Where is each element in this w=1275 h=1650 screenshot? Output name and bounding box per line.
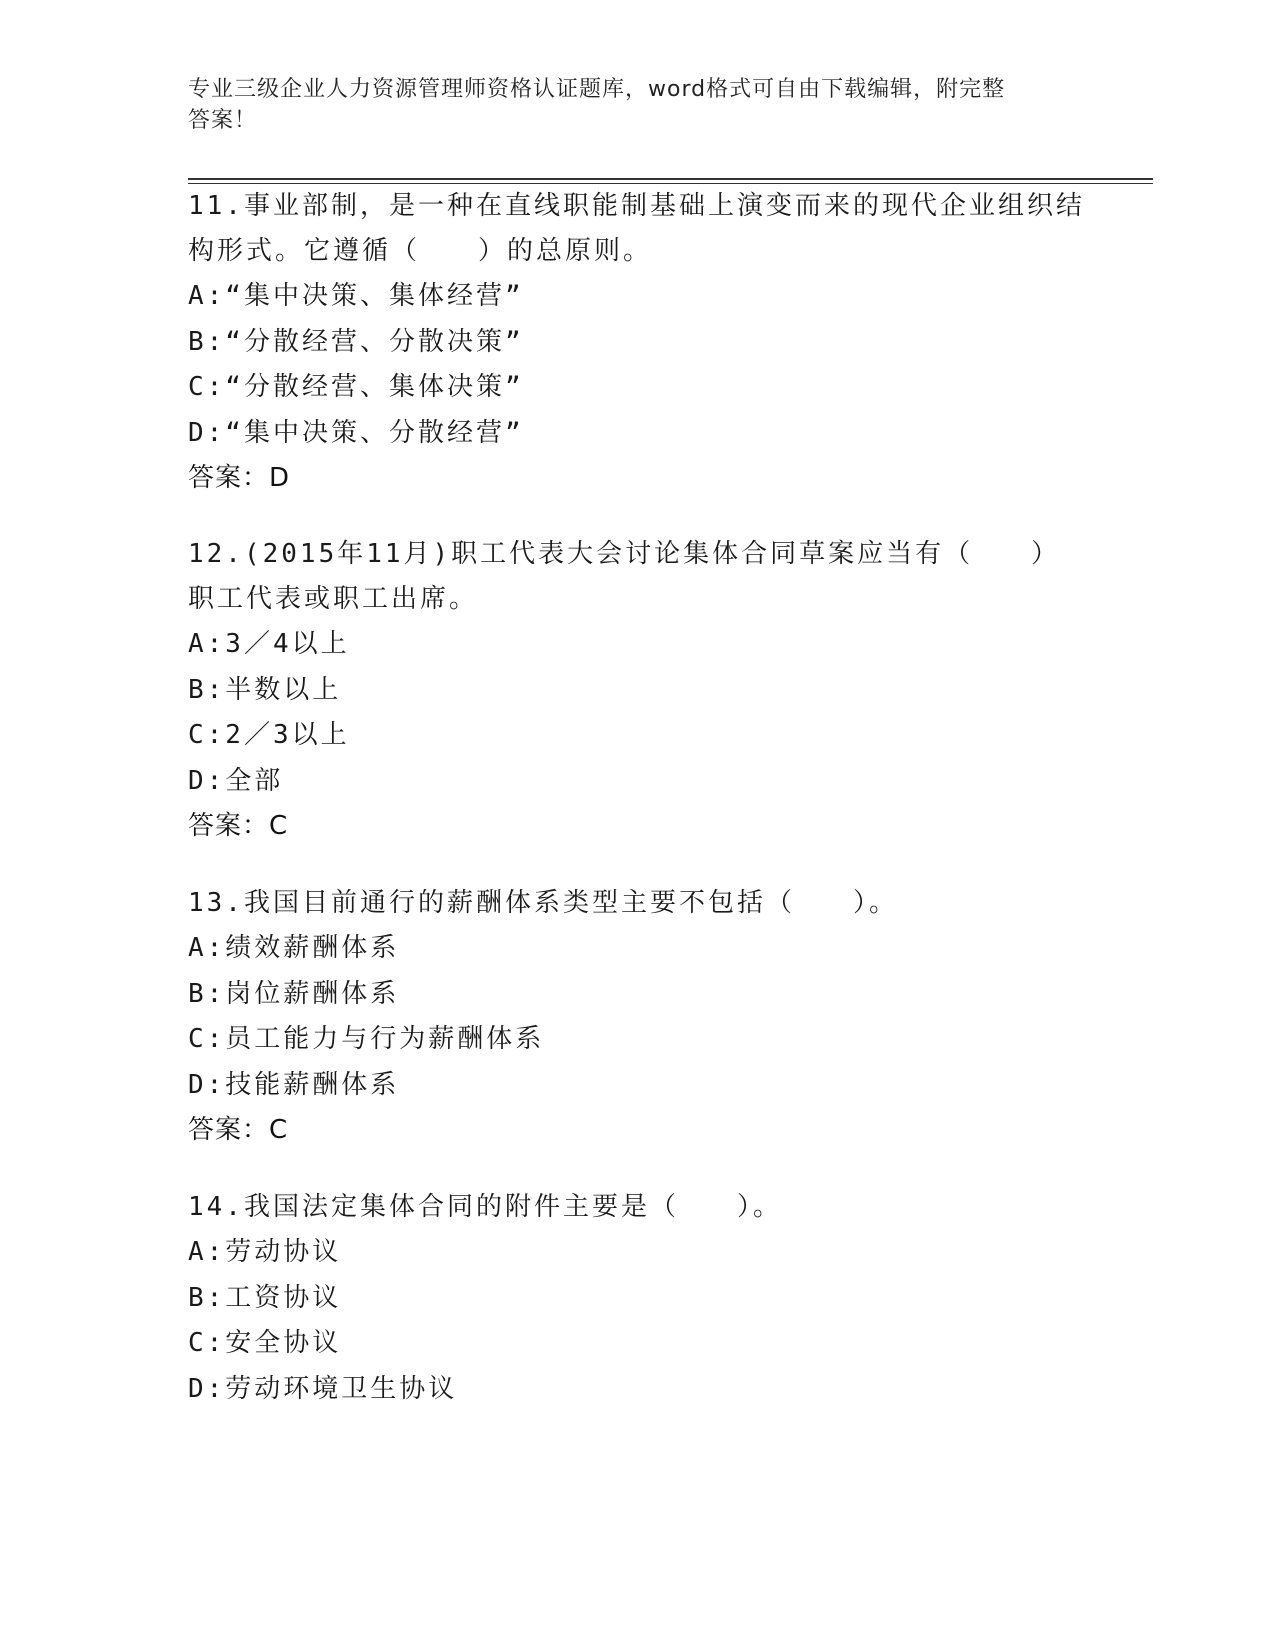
document-header [188, 74, 1088, 136]
option-d: D:全部 [188, 765, 284, 796]
question-text: 14.我国法定集体合同的附件主要是（ ）。 [188, 1192, 782, 1222]
option-d: D:劳动环境卫生协议 [188, 1373, 458, 1404]
question-13 [188, 881, 1088, 1153]
option-b: B:半数以上 [188, 674, 342, 705]
question-text: 13.我国目前通行的薪酬体系类型主要不包括（ ）。 [188, 888, 898, 918]
header-line-1: 专业三级企业人力资源管理师资格认证题库，word格式可自由下载编辑，附完整 [188, 77, 1006, 102]
question-12 [188, 532, 1088, 849]
header-divider-thick [188, 178, 1153, 180]
option-d: D:“集中决策、分散经营” [188, 417, 524, 448]
option-a: A:“集中决策、集体经营” [188, 281, 524, 311]
option-b: B:工资协议 [188, 1282, 342, 1313]
question-text: 12.(2015年11月)职工代表大会讨论集体合同草案应当有（ ）职工代表或职工出席。 [188, 539, 1061, 614]
option-c: C:2／3以上 [188, 720, 350, 750]
header-line-2: 答案！ [188, 108, 258, 133]
answer-label: 答案：C [188, 1115, 289, 1145]
option-c: C:安全协议 [188, 1328, 342, 1358]
question-11 [188, 184, 1088, 501]
question-14 [188, 1185, 1088, 1412]
option-c: C:“分散经营、集体决策” [188, 372, 524, 402]
question-text: 11.事业部制，是一种在直线职能制基础上演变而来的现代企业组织结构形式。它遵循（ ）的总原则。 [188, 191, 1085, 266]
option-a: A:绩效薪酬体系 [188, 933, 400, 963]
option-b: B:岗位薪酬体系 [188, 978, 400, 1009]
option-a: A:3／4以上 [188, 629, 350, 659]
option-d: D:技能薪酬体系 [188, 1069, 400, 1100]
option-c: C:员工能力与行为薪酬体系 [188, 1024, 545, 1054]
option-a: A:劳动协议 [188, 1237, 342, 1267]
answer-label: 答案：C [188, 811, 289, 841]
option-b: B:“分散经营、分散决策” [188, 326, 524, 357]
answer-label: 答案：D [188, 463, 291, 493]
